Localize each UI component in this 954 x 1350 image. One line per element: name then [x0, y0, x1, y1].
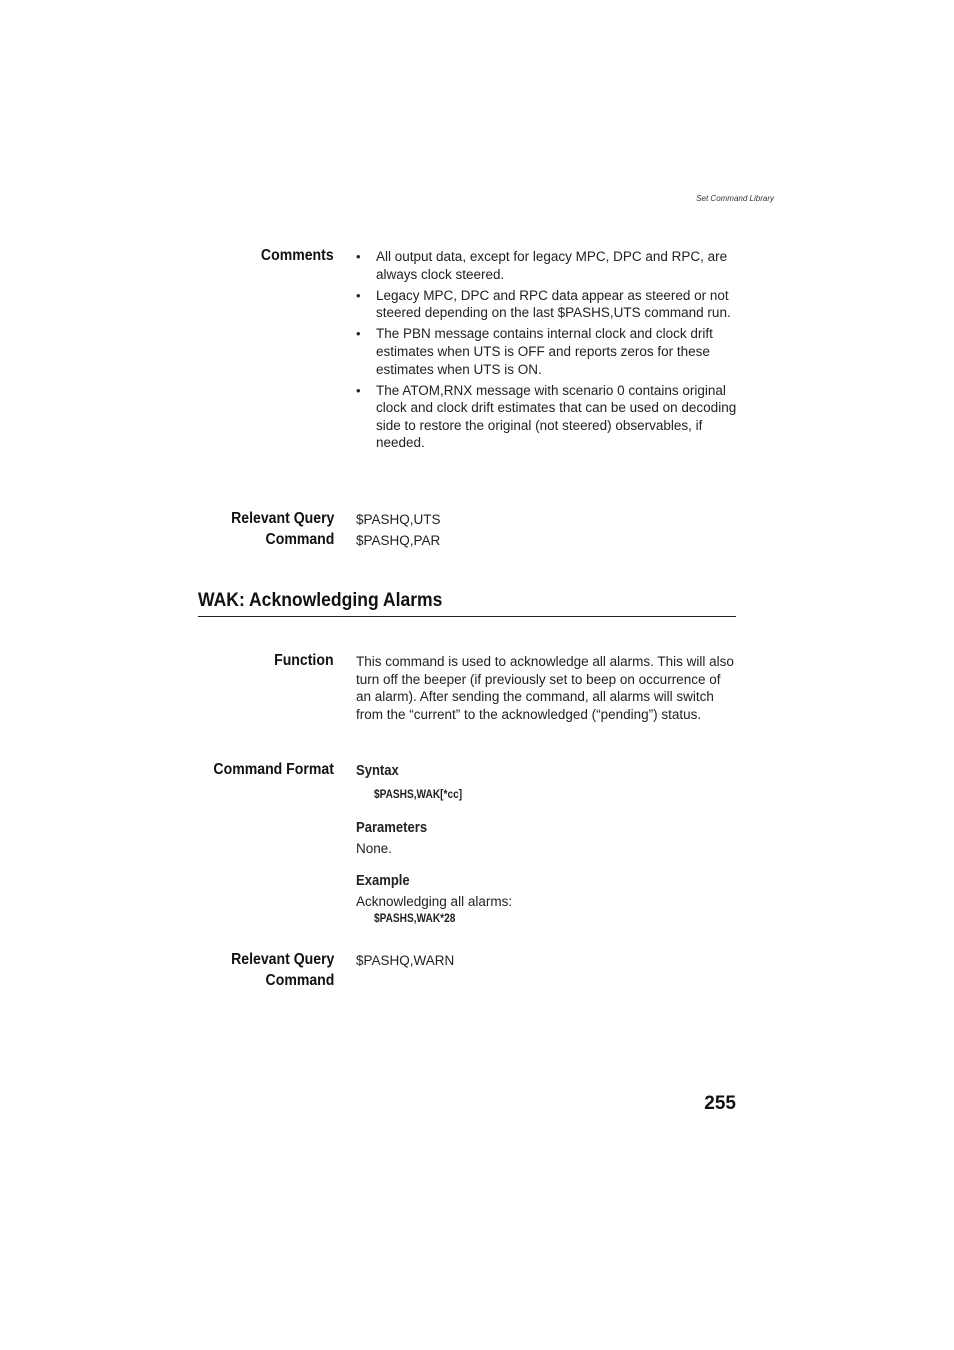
parameters-text: None.	[356, 841, 393, 856]
section-title-text: WAK: Acknowledging Alarms	[198, 589, 443, 611]
command-format-content	[356, 762, 738, 926]
running-header: Set Command Library	[696, 194, 774, 203]
relevant-query-label-2	[231, 949, 334, 991]
list-item: • The PBN message contains internal clock and clock drift estimates when UTS is OFF and reports zeros for these estimates when UTS is ON.	[356, 325, 738, 378]
comments-list	[356, 248, 738, 452]
example-code: $PASHS,WAK*28	[374, 913, 456, 926]
relevant-query-label-line2: Command	[265, 531, 334, 548]
command-format-label: Command Format	[213, 761, 334, 778]
relevant-query-commands-2	[356, 950, 738, 971]
relevant-query-label-line1: Relevant Query	[230, 951, 334, 968]
list-item: • Legacy MPC, DPC and RPC data appear as steered or not steered depending on the last $PASHS,UTS command run.	[356, 287, 738, 322]
syntax-code: $PASHS,WAK[*cc]	[374, 789, 463, 801]
parameters-heading: Parameters	[356, 820, 428, 836]
relevant-query-label-1	[231, 508, 334, 550]
relevant-query-commands-1	[356, 509, 738, 551]
relevant-query-label-line2: Command	[265, 972, 334, 989]
section-title	[198, 588, 736, 617]
function-label: Function	[274, 652, 334, 669]
comments-label: Comments	[261, 247, 334, 264]
example-text: Acknowledging all alarms:	[356, 893, 513, 909]
query-command: $PASHQ,WARN	[356, 953, 455, 968]
list-item: • All output data, except for legacy MPC, DPC and RPC, are always clock steered.	[356, 248, 738, 283]
relevant-query-label-line1: Relevant Query	[230, 510, 334, 527]
page-number: 255	[704, 1093, 736, 1114]
syntax-heading: Syntax	[356, 763, 399, 779]
query-command: $PASHQ,UTS	[356, 512, 441, 527]
query-command: $PASHQ,PAR	[356, 533, 441, 548]
list-item: • The ATOM,RNX message with scenario 0 contains original clock and clock drift estimates that can be used on decoding side to restore the original (not steered) observables, if needed.	[356, 382, 738, 452]
example-heading: Example	[356, 872, 410, 889]
comments-content	[356, 248, 738, 456]
function-text: This command is used to acknowledge all alarms. This will also turn off the beeper (if previously set to beep on occurrence of an alarm). After sending the command, all alarms will switch from the “current” to the acknowledged (“pending”) status.	[356, 654, 734, 722]
